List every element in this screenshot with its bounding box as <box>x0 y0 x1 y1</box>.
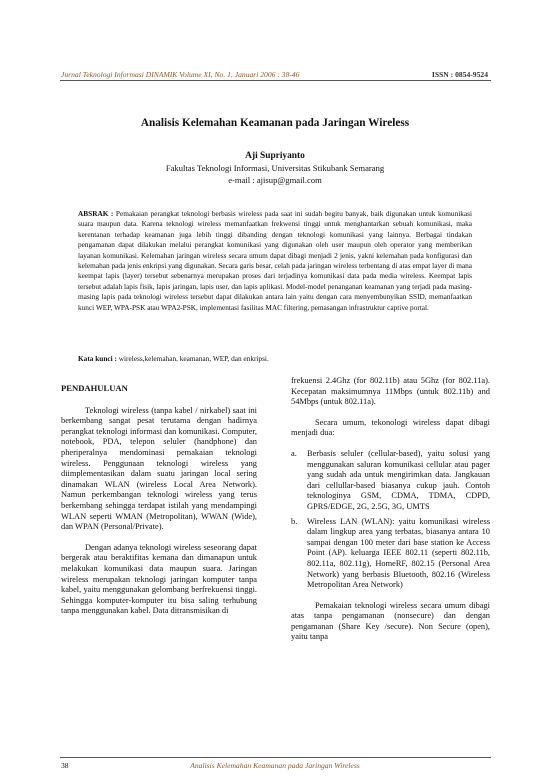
author-name: Aji Supriyanto <box>245 151 305 161</box>
list-marker: a. <box>291 448 297 458</box>
paragraph: Teknologi wireless (tanpa kabel / nirkabel) saat ini berkembang sangat pesat terutama dengan hadirnya perangkat teknologi informasi dan komunikasi. Computer, notebook, PDA, telepon seluler (handphone) dan pheriperalnya mendominasi pemakaian teknologi wireless. Penggunaan teknologi wireless yang diimplementasikan dalam suatu jaringan local sering dinamakan WLAN (wireless Local Area Network). Namun perkembangan teknologi wireless yang terus berkembang sehingga terdapat istilah yang mendampingi WLAN seperti WMAN (Metropolitan), WWAN (Wide), dan WPAN (Personal/Private). <box>61 405 257 532</box>
paragraph: frekuensi 2.4Ghz (for 802.11b) atau 5Ghz (for 802.11a). Kecepatan maksimumnya 11Mbps (untuk 802.11b) and 54Mbps (untuk 802.11a). <box>291 376 490 407</box>
running-title: Analisis Kelemahan Keamanan pada Jaringan Wireless <box>190 761 360 770</box>
keywords-text: wireless,kelemahan, keamanan, WEP, dan enkripsi. <box>118 354 269 363</box>
abstract-label: ABSRAK : <box>78 209 114 218</box>
abstract-text: Pemakaian perangkat teknologi berbasis wireless pada saat ini sudah begitu banyak, baik digunakan untuk komunikasi suara maupun data. Karena teknologi wireless memanfaatkan frekwensi tinggi untuk menghantarkan sebuah komunikasi, maka kerentanan terhadap keamanan juga lebih tinggi dibanding dengan teknologi komunikasi yang lainnya. Berbagai tindakan pengamanan dapat dilakukan melalui perangkat komunikasi yang digunakan oleh user maupun oleh operator yang memberikan layanan komunikasi. Kelemahan jaringan wireless secara umum dapat dibagi menjadi 2 jenis, yakni kelemahan pada konfigurasi dan kelemahan pada jenis enkripsi yang digunakan. Secara garis besar, celah pada jaringan wireless terbentang di atas empat layer di mana keempat lapis (layer) tersebut sebenarnya merupakan proses dari terjadinya komunikasi data pada media wireless. Keempat lapis tersebut adalah lapis fisik, lapis jaringan, lapis user, dan lapis aplikasi. Model-model penanganan keamanan yang terjadi pada masing-masing lapis pada teknologi wireless tersebut dapat dilakukan antara lain yaitu dengan cara menyembunyikan SSID, memanfaatkan kunci WEP, WPA-PSK atau WPA2-PSK, implementasi fasilitas MAC filtering, pemasangan infrastruktur captive portal. <box>78 209 472 312</box>
journal-header: Jurnal Teknologi Informasi DINAMIK Volume XI, No. 1, Januari 2006 : 38-46 <box>61 70 300 79</box>
list-item-text: Wireless LAN (WLAN): yaitu komunikasi wireless dalam lingkup area yang terbatas, biasanya antara 10 sampai dengan 100 meter dari base station ke Access Point (AP). keluarga IEEE 802.11 (seperti 802.11b, 802.11a, 802.11g), HomeRF, 802.15 (Personal Area Network) yang berbasis Bluetooth, 802.16 (Wireless Metropolitan Area Network) <box>307 516 490 590</box>
list-item <box>291 517 490 591</box>
section-heading: PENDAHULUAN <box>61 383 128 393</box>
keywords-label: Kata kunci : <box>78 354 117 363</box>
author-affiliation: Fakultas Teknologi Informasi, Universitas Stikubank Semarang <box>165 163 385 173</box>
technology-list <box>291 449 490 591</box>
paragraph: Pemakaian teknologi wireless secara umum dibagi atas tanpa pengamanan (nonsecure) dan dengan pengamanan (Share Key /secure). Non Secure (open), yaitu tanpa <box>291 600 490 642</box>
paper-title: Analisis Kelemahan Keamanan pada Jaringan Wireless <box>140 117 410 129</box>
footer-rule <box>60 757 491 758</box>
author-email: e-mail : ajisup@gmail.com <box>228 175 322 185</box>
page-number: 38 <box>61 761 69 770</box>
left-column <box>61 383 257 627</box>
abstract <box>78 209 472 313</box>
paragraph: Secara umum, tekonologi wireless dapat dibagi menjadi dua: <box>291 417 490 438</box>
header-rule <box>60 80 491 81</box>
paragraph: Dengan adanya teknologi wireless seseorang dapat bergerak atau beraktifitas kemana dan dimanapun untuk melakukan komunikasi data maupun suara. Jaringan wireless merupakan teknologi jaringan komputer tanpa kabel, yaitu menggunakan gelombang berfrekuensi tinggi. Sehingga komputer-komputer itu bisa saling terhubung tanpa menggunakan kabel. Data ditransmisikan di <box>61 542 257 616</box>
list-marker: b. <box>291 516 298 526</box>
issn-label: ISSN : 0854-9524 <box>431 70 488 79</box>
keywords <box>78 354 472 363</box>
list-item-text: Berbasis seluler (cellular-based), yaitu solusi yang menggunakan saluran komunikasi cellular atau pager yang sudah ada untuk mengirimkan data. Jangkauan dari cellullar-based biasanya cukup jauh. Contoh teknologinya GSM, CDMA, TDMA, CDPD, GPRS/EDGE, 2G, 2.5G, 3G, UMTS <box>307 448 490 511</box>
right-column <box>291 376 490 653</box>
list-item <box>291 449 490 513</box>
